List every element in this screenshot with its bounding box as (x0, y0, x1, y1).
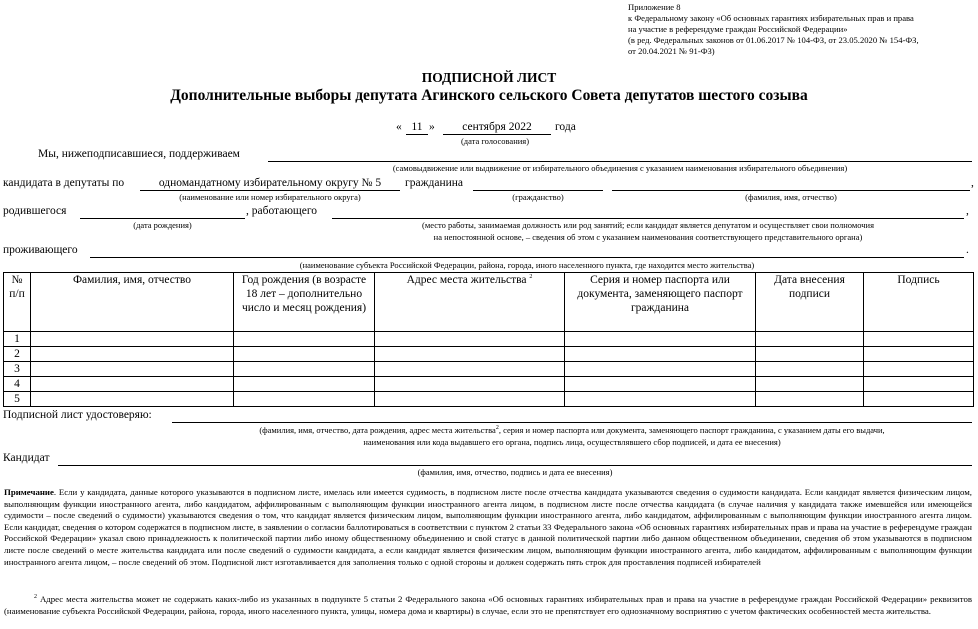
date-suffix: года (555, 121, 576, 133)
cell-address[interactable] (375, 332, 565, 347)
cell-passport[interactable] (565, 332, 756, 347)
col-header-passport: Серия и номер паспорта или документа, заменяющего паспорт гражданина (565, 273, 756, 332)
col-header-num: № п/п (4, 273, 31, 332)
residence-line[interactable] (90, 257, 964, 258)
certify-label: Подписной лист удостоверяю: (3, 409, 152, 421)
date-day-line (406, 134, 428, 135)
table-row (4, 392, 974, 407)
cell-date[interactable] (756, 332, 864, 347)
table-row (4, 362, 974, 377)
certifier-caption-1a: (фамилия, имя, отчество, дата рождения, адрес места жительства (259, 425, 496, 435)
cell-signature[interactable] (864, 332, 974, 347)
table-row (4, 347, 974, 362)
table-header-row (4, 273, 974, 332)
certifier-line[interactable] (172, 422, 972, 423)
work-place-caption-1: (место работы, занимаемая должность или род занятий; если кандидат является депутатом и осуществляет свои полномочия (422, 220, 874, 230)
row-number: 3 (4, 362, 31, 377)
period: . (966, 244, 969, 256)
nomination-line[interactable] (268, 161, 972, 162)
lives-label: проживающего (3, 244, 78, 256)
row-number: 1 (4, 332, 31, 347)
citizen-label: гражданина (405, 177, 464, 189)
cell-signature[interactable] (864, 377, 974, 392)
cell-name[interactable] (31, 377, 234, 392)
date-month-year[interactable]: сентября 2022 (462, 121, 532, 133)
col-header-address (375, 273, 565, 332)
appendix-line: на участие в референдуме граждан Российской Федерации» (628, 24, 848, 34)
footnote-ref: 2 (529, 274, 533, 281)
cell-name[interactable] (31, 332, 234, 347)
cell-birth[interactable] (234, 392, 375, 407)
col-header-birth: Год рождения (в возрасте 18 лет – дополнительно число и месяц рождения) (234, 273, 375, 332)
cell-passport[interactable] (565, 377, 756, 392)
candidate-name-caption: (фамилия, имя, отчество) (745, 192, 837, 202)
footnote-text: Адрес места жительства может не содержать каких-либо из указанных в подпункте 5 статьи 2 Федерального закона «Об основных гарантиях избирательных прав и права на участие в референдуме граждан Российской Федерации» реквизитов (наименование субъекта Российской Федерации, района, города, иного населенного пункта, улицы, номера дома и квартиры) в случае, если это не препятствует его однозначному восприятию с учетом фактических особенностей места жительства. (4, 594, 972, 616)
footnote-paragraph (4, 594, 972, 617)
date-caption: (дата голосования) (460, 136, 530, 146)
certifier-caption-2: наименования или кода выдавшего его органа, подпись лица, осуществлявшего сбор подписей, и дата ее внесения) (363, 437, 781, 447)
candidate-name-line[interactable] (612, 190, 970, 191)
cell-name[interactable] (31, 362, 234, 377)
date-month-line (443, 134, 551, 135)
table-row (4, 332, 974, 347)
candidate-label: кандидата в депутаты по (3, 177, 125, 189)
certifier-caption-1b: , серия и номер паспорта или документа, заменяющего паспорт гражданина, с указанием даты его выдачи, (498, 425, 885, 435)
cell-date[interactable] (756, 362, 864, 377)
works-label: , работающего (246, 205, 318, 217)
cell-signature[interactable] (864, 362, 974, 377)
comma: , (971, 177, 974, 189)
col-header-name: Фамилия, имя, отчество (31, 273, 234, 332)
footnote-ref: 2 (495, 425, 499, 432)
cell-birth[interactable] (234, 362, 375, 377)
certifier-caption-1 (172, 425, 972, 435)
page-title: ПОДПИСНОЙ ЛИСТ (421, 70, 557, 85)
note-text: . Если у кандидата, данные которого указываются в подписном листе, имелась или имеется судимость, в подписном листе после отчества кандидата указываются сведения о судимости кандидата. Если кандидат является физическим лицом, выполняющим функции иностранного агента, либо кандидатом, аффилированным с выполняющим функции иностранного агента лицом, в подписном листе после отчества кандидата (в случае наличия у кандидата также имевшейся или имеющейся судимости – после сведений о судимости) указываются сведения о том, что кандидат является физическим лицом, выполняющим функции иностранного агента, либо кандидатом, аффилированным с выполняющим функции иностранного агента лицом. Если кандидат, сведения о котором содержатся в подписном листе, в заявлении о согласии баллотироваться в соответствии с пунктом 2 статьи 33 Федерального закона «Об основных гарантиях избирательных прав и права на участие в референдуме граждан Российской Федерации» указал свою принадлежность к политической партии либо иному общественному объединению и свой статус в данной политической партии либо данном общественном объединении, сведения об этом указываются в подписном листе после сведений о месте жительства кандидата или после сведений о судимости кандидата, а если кандидат является физическим лицом, выполняющим функции иностранного агента, либо кандидатом, аффилированным с выполняющим функции иностранного агента лицом, – после сведений об этом. Подписной лист изготавливается для заполнения только с одной стороны и должен содержать пять строк для проставления подписей избирателей (4, 487, 972, 567)
residence-caption: (наименование субъекта Российской Федерации, района, города, иного населенного пункта, где находится место жительства) (299, 260, 755, 270)
cell-address[interactable] (375, 377, 565, 392)
candidate-sign-label: Кандидат (3, 452, 50, 464)
col-header-signature: Подпись (864, 273, 974, 332)
citizenship-caption: (гражданство) (512, 192, 564, 202)
cell-signature[interactable] (864, 392, 974, 407)
cell-passport[interactable] (565, 362, 756, 377)
cell-signature[interactable] (864, 347, 974, 362)
signatures-table (3, 272, 974, 407)
col-header-address-text: Адрес места жительства (406, 274, 527, 286)
cell-name[interactable] (31, 392, 234, 407)
birth-date-line[interactable] (80, 218, 245, 219)
citizenship-line[interactable] (473, 190, 603, 191)
comma: , (966, 205, 969, 217)
row-number: 5 (4, 392, 31, 407)
col-header-date: Дата внесения подписи (756, 273, 864, 332)
appendix-block (628, 2, 919, 57)
birth-date-caption: (дата рождения) (133, 220, 192, 230)
work-place-line[interactable] (332, 218, 964, 219)
candidate-sign-line[interactable] (58, 465, 972, 466)
cell-date[interactable] (756, 377, 864, 392)
cell-birth[interactable] (234, 347, 375, 362)
note-label: Примечание (4, 487, 54, 497)
appendix-line: от 20.04.2021 № 91-ФЗ) (628, 46, 715, 56)
cell-birth[interactable] (234, 377, 375, 392)
cell-date[interactable] (756, 347, 864, 362)
footnote-marker: 2 (34, 594, 37, 601)
cell-passport[interactable] (565, 347, 756, 362)
candidate-sign-caption: (фамилия, имя, отчество, подпись и дата ее внесения) (417, 467, 613, 477)
cell-address[interactable] (375, 392, 565, 407)
district-caption: (наименование или номер избирательного округа) (179, 192, 361, 202)
we-support-label: Мы, нижеподписавшиеся, поддерживаем (38, 148, 240, 160)
nomination-caption: (самовыдвижение или выдвижение от избирательного объединения с указанием наименования избирательного объединения) (392, 163, 848, 173)
cell-birth[interactable] (234, 332, 375, 347)
cell-date[interactable] (756, 392, 864, 407)
page-subtitle: Дополнительные выборы депутата Агинского сельского Совета депутатов шестого созыва (170, 87, 808, 104)
date-day[interactable]: 11 (411, 121, 423, 133)
district-value[interactable]: одномандатному избирательному округу № 5 (158, 177, 382, 189)
appendix-line: (в ред. Федеральных законов от 01.06.2017 № 104-ФЗ, от 23.05.2020 № 154-ФЗ, (628, 35, 919, 45)
work-place-caption-2: на непостоянной основе, – сведения об этом с указанием наименования соответствующего представительного органа) (433, 232, 863, 242)
table-row (4, 377, 974, 392)
appendix-line: Приложение 8 (628, 2, 681, 12)
cell-address[interactable] (375, 362, 565, 377)
date-open-quote: « (396, 121, 402, 133)
appendix-line: к Федеральному закону «Об основных гарантиях избирательных прав и права (628, 13, 914, 23)
row-number: 4 (4, 377, 31, 392)
note-paragraph (4, 487, 972, 568)
district-line (140, 190, 400, 191)
born-label: родившегося (3, 205, 67, 217)
cell-passport[interactable] (565, 392, 756, 407)
cell-name[interactable] (31, 347, 234, 362)
cell-address[interactable] (375, 347, 565, 362)
date-close-quote: » (429, 121, 435, 133)
row-number: 2 (4, 347, 31, 362)
